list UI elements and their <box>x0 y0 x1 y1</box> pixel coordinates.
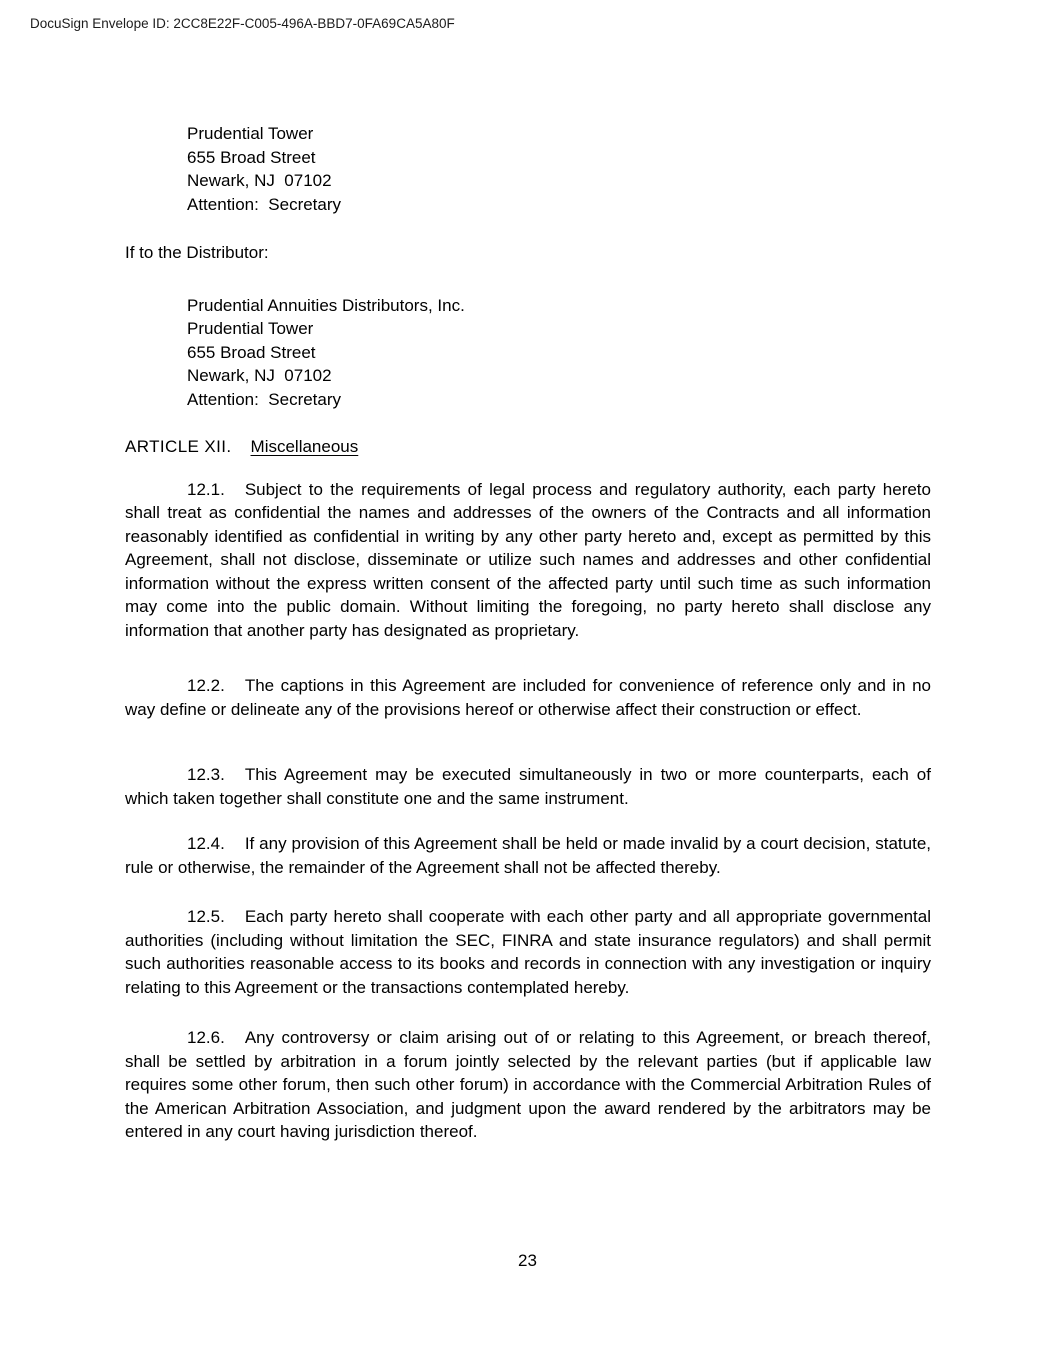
section-text: Each party hereto shall cooperate with each other party and all appropriate governmental authorities (including without limitation the SEC, FINRA and state insurance regulators) and shall permit such authorities reasonable access to its books and records in connection with any investigation or inquiry relating to this Agreement or the transactions contemplated hereby. <box>125 907 931 997</box>
paragraph-12-6 <box>125 1026 931 1144</box>
document-body <box>125 122 931 1144</box>
article-number: ARTICLE XII. <box>125 437 232 456</box>
address-line: Newark, NJ 07102 <box>187 171 332 190</box>
address-line: Newark, NJ 07102 <box>187 366 332 385</box>
docusign-envelope-id: DocuSign Envelope ID: 2CC8E22F-C005-496A-BBD7-0FA69CA5A80F <box>30 16 455 31</box>
section-number: 12.4. <box>187 834 225 853</box>
address-line: 655 Broad Street <box>187 147 316 167</box>
address-line: Attention: Secretary <box>187 389 342 409</box>
section-text: Any controversy or claim arising out of or relating to this Agreement, or breach thereof, shall be settled by arbitration in a forum jointly selected by the relevant parties (but if applicable law requires some other forum, then such other forum) in accordance with the Commercial Arbitration Rules of the American Arbitration Association, and judgment upon the award rendered by the arbitrators may be entered in any court having jurisdiction thereof. <box>125 1028 931 1141</box>
address-line: Attention: Secretary <box>187 194 342 214</box>
company-address-block <box>187 122 931 216</box>
section-number: 12.6. <box>187 1028 225 1047</box>
article-heading <box>125 435 931 459</box>
paragraph-12-2 <box>125 674 931 721</box>
page-number: 23 <box>518 1251 537 1270</box>
address-line: Prudential Tower <box>187 319 314 338</box>
distributor-address-block <box>187 294 931 412</box>
section-text: Subject to the requirements of legal process and regulatory authority, each party hereto shall treat as confidential the names and addresses of the owners of the Contracts and all information reasonably identified as confidential in writing by any other party hereto and, except as permitted by this Agreement, shall not disclose, disseminate or utilize such names and addresses and other confidential information without the express written consent of the affected party until such time as such information may come into the public domain. Without limiting the foregoing, no party hereto shall disclose any information that another party has designated as proprietary. <box>125 479 931 640</box>
section-text: The captions in this Agreement are included for convenience of reference only and in no way define or delineate any of the provisions hereof or otherwise affect their construction or effect. <box>125 676 931 719</box>
address-line: 655 Broad Street <box>187 342 316 362</box>
paragraph-12-3 <box>125 763 931 810</box>
distributor-notice-label: If to the Distributor: <box>125 243 269 262</box>
section-text: If any provision of this Agreement shall be held or made invalid by a court decision, statute, rule or otherwise, the remainder of the Agreement shall not be affected thereby. <box>125 834 931 877</box>
paragraph-12-5 <box>125 905 931 999</box>
address-line: Prudential Annuities Distributors, Inc. <box>187 295 465 315</box>
section-text: This Agreement may be executed simultaneously in two or more counterparts, each of which taken together shall constitute one and the same instrument. <box>125 765 931 808</box>
section-number: 12.2. <box>187 676 225 695</box>
article-title: Miscellaneous <box>250 437 359 456</box>
paragraph-12-4 <box>125 832 931 879</box>
section-number: 12.1. <box>187 479 225 499</box>
section-number: 12.3. <box>187 765 225 784</box>
address-line: Prudential Tower <box>187 124 314 143</box>
section-number: 12.5. <box>187 907 225 926</box>
paragraph-12-1 <box>125 478 931 643</box>
